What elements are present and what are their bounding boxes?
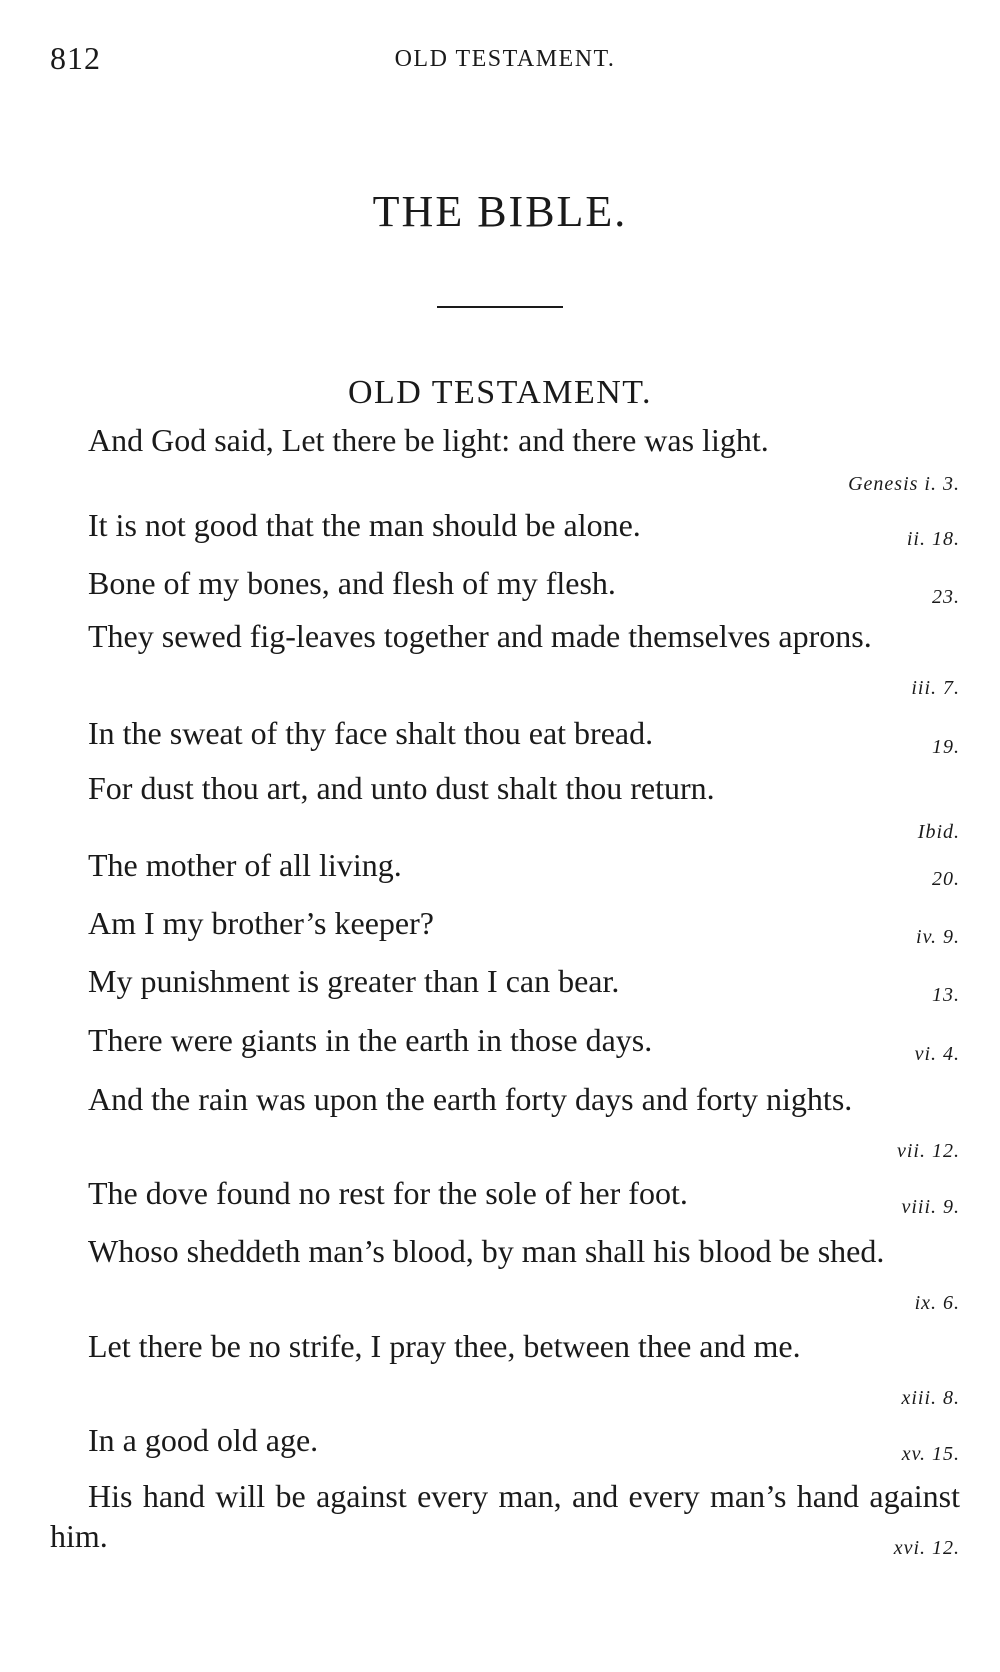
quote-reference: 13. [932,984,960,1006]
quote-reference: iv. 9. [916,926,960,948]
quote-reference: 19. [932,736,960,758]
quote-reference: 23. [932,586,960,608]
quote-item [50,961,960,1006]
running-title: OLD TESTAMENT. [394,46,616,72]
quote-text: Am I my brother’s keeper? [88,905,434,941]
quote-reference: 20. [932,868,960,890]
quote-reference: ix. 6. [914,1292,960,1314]
quote-item [50,1326,960,1409]
quote-reference: iii. 7. [911,677,960,699]
quote-text: His hand will be against every man, and every man’s hand against him. [50,1478,960,1554]
quote-item [50,420,960,495]
quote-item [50,768,960,843]
quote-item [50,1173,960,1218]
quote-text: There were giants in the earth in those days. [88,1022,653,1058]
quote-text: Whoso sheddeth man’s blood, by man shall his blood be shed. [88,1233,885,1269]
quote-reference: vi. 4. [914,1043,960,1065]
quote-item [50,1079,960,1162]
quote-text: And the rain was upon the earth forty days and forty nights. [88,1081,853,1117]
quote-text: For dust thou art, and unto dust shalt thou return. [88,770,715,806]
quote-item [50,903,960,948]
quote-item [50,1420,960,1465]
quote-text: It is not good that the man should be alone. [88,507,641,543]
quote-text: My punishment is greater than I can bear. [88,963,620,999]
quote-item [50,563,960,608]
quote-item [50,1020,960,1065]
quote-text: Bone of my bones, and flesh of my flesh. [88,565,616,601]
page-title: THE BIBLE. [372,187,628,236]
running-head [50,40,960,80]
quote-text: In a good old age. [88,1422,319,1458]
quote-reference: xvi. 12. [893,1537,960,1559]
quote-item [50,505,960,550]
title-divider [437,306,563,308]
quote-reference: vii. 12. [897,1140,960,1162]
quote-text: The mother of all living. [88,847,402,883]
quote-item [50,616,960,699]
quote-reference: xv. 15. [901,1443,960,1465]
quote-text: In the sweat of thy face shalt thou eat bread. [88,715,654,751]
page-number: 812 [50,40,101,76]
quote-text: Let there be no strife, I pray thee, between thee and me. [88,1328,801,1364]
quote-item [50,1476,960,1559]
quote-item [50,1231,960,1314]
quote-item [50,845,960,890]
quote-reference: ii. 18. [906,528,960,550]
quote-reference: viii. 9. [901,1196,960,1218]
quote-text: They sewed fig-leaves together and made themselves aprons. [88,618,872,654]
section-title: OLD TESTAMENT. [347,374,653,411]
quote-text: And God said, Let there be light: and there was light. [88,422,769,458]
quote-item [50,713,960,758]
quote-reference: Ibid. [917,821,960,843]
quote-reference: Genesis i. 3. [848,473,960,495]
quote-reference: xiii. 8. [901,1387,960,1409]
quote-text: The dove found no rest for the sole of her foot. [88,1175,688,1211]
